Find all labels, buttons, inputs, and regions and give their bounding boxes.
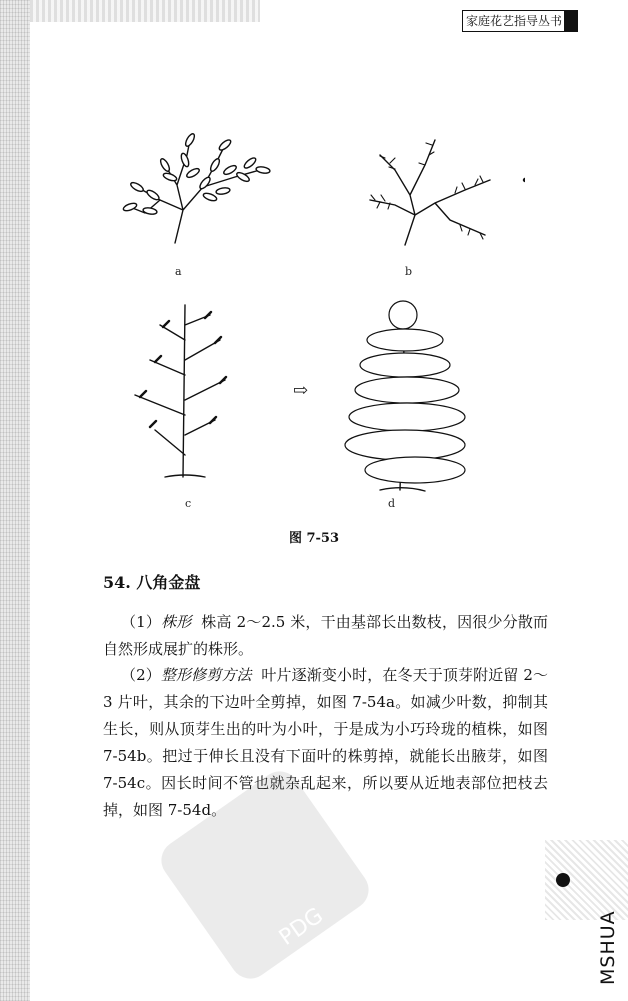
panel-b-label: b xyxy=(405,265,413,278)
header-marker xyxy=(564,10,578,32)
figure-7-53 xyxy=(105,125,525,520)
panel-a-drawing xyxy=(122,132,270,243)
paragraph-text: 叶片逐渐变小时，在冬天于顶芽附近留 2～3 片叶，其余的下边叶全剪掉，如图 7-54a。如减少叶数，抑制其生长，则从顶芽生出的叶为小叶，于是成为小巧玲珑的植株，如图 7-54b。把过于伸长且没有下面叶的株剪掉，就能长出腋芽，如图 7-54c。因长时间不管也就杂乱起来，所以要从近地表部位把枝去掉，如图 7-54d。 xyxy=(103,666,548,819)
paragraph-number: （2） xyxy=(121,666,161,684)
paragraph-plant-form xyxy=(103,609,548,663)
panel-d-label: d xyxy=(388,497,396,510)
figure-caption: 图 7-53 xyxy=(288,531,340,546)
pdg-watermark xyxy=(150,760,380,990)
side-watermark: MSHUA xyxy=(597,910,619,985)
tree-illustrations xyxy=(105,125,525,520)
panel-a-label: a xyxy=(175,265,182,278)
paragraph-text: 株高 2～2.5 米，干由基部长出数枝，因很少分散而自然形成展扩的株形。 xyxy=(103,613,548,658)
scan-edge xyxy=(0,0,30,1001)
panel-c-label: c xyxy=(185,497,192,510)
series-header: 家庭花艺指导丛书 xyxy=(462,10,565,32)
panel-d-drawing xyxy=(345,301,465,491)
section-heading: 54. 八角金盘 xyxy=(103,573,201,592)
page-marker-dot xyxy=(556,873,570,887)
panel-b-drawing xyxy=(370,140,525,245)
paragraph-term: 株形 xyxy=(161,613,192,631)
paragraph-number: （1） xyxy=(121,613,162,631)
arrow-icon: ⇨ xyxy=(293,380,309,401)
watermark-text: PDG xyxy=(274,903,328,951)
paragraph-term: 整形修剪方法 xyxy=(160,666,252,684)
scan-noise xyxy=(30,0,260,22)
panel-c-drawing xyxy=(135,305,226,477)
